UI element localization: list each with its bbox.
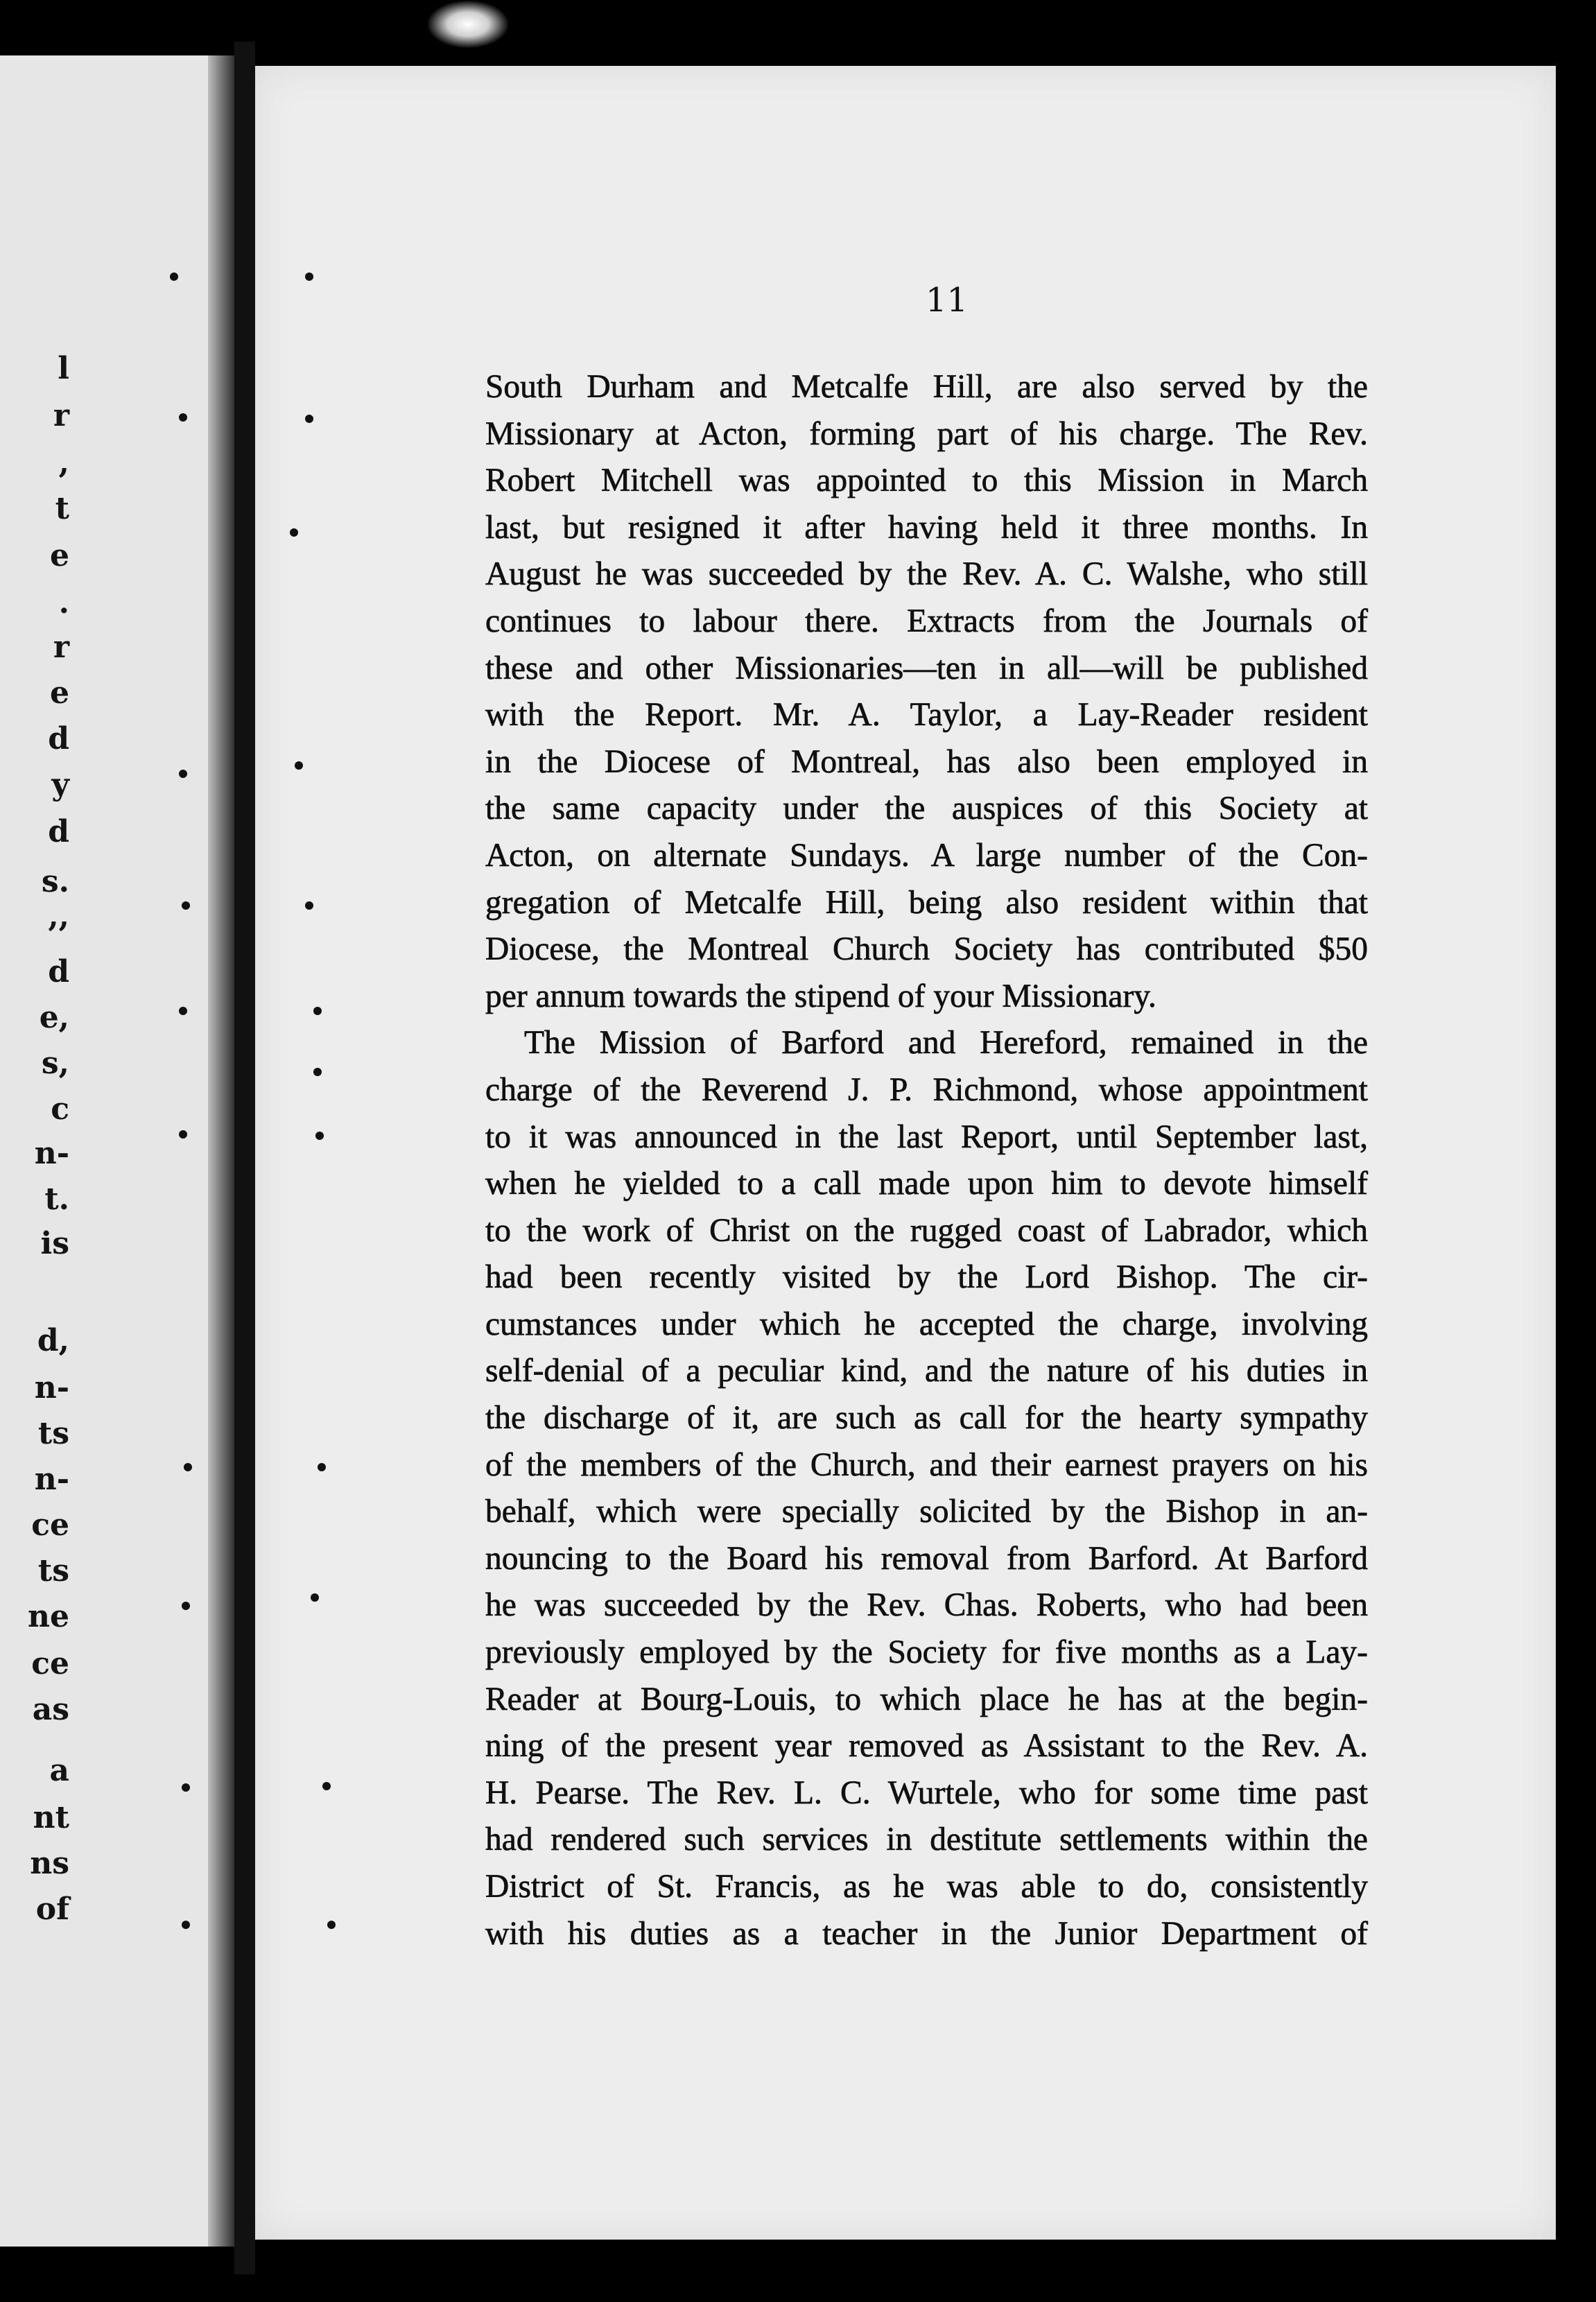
facing-page-fragment: c [51,1091,69,1127]
book-gutter [234,42,255,2274]
text-line: Missionary at Acton, forming part of his charge. The Rev. [485,415,1368,452]
page-number: 11 [926,281,969,320]
scan-speck [170,272,178,281]
text-line: continues to labour there. Extracts from the Journals of [485,603,1368,639]
facing-page-fragment: ,, [48,899,69,934]
text-line: the same capacity under the auspices of this Society at [485,790,1368,827]
text-line: H. Pearse. The Rev. L. C. Wurtele, who for some time past [485,1774,1368,1811]
text-line: District of St. Francis, as he was able to do, consistently [485,1869,1368,1905]
facing-page-fragment: n- [34,1370,69,1405]
scan-speck [305,272,313,281]
facing-page-fragment: ts [37,1416,69,1451]
scan-speck [179,1130,187,1139]
facing-page-fragment: . [58,585,69,621]
text-line: gregation of Metcalfe Hill, being also resident within that [485,884,1368,921]
scan-speck [295,761,303,770]
facing-page-fragment: ns [30,1846,69,1881]
text-line: August he was succeeded by the Rev. A. C. Walshe, who still [485,556,1368,593]
facing-page-fragment: of [35,1892,69,1927]
facing-page-fragment: r [53,630,69,665]
text-line: previously employed by the Society for five months as a Lay- [485,1634,1368,1671]
facing-page-fragment: a [49,1753,69,1788]
facing-page-fragment: y [51,767,69,802]
facing-page-fragment: r [53,398,69,433]
facing-page-fragment: d [48,721,69,756]
facing-page-fragment: n- [34,1462,69,1497]
text-line: per annum towards the stipend of your Missionary. [485,978,1156,1014]
facing-page-fragment: ce [31,1646,69,1681]
text-line: the discharge of it, are such as call for the hearty sympathy [485,1400,1368,1437]
text-line: nouncing to the Board his removal from Barford. At Barford [485,1540,1368,1577]
scan-speck [179,413,187,422]
scan-speck [313,1007,322,1015]
text-line: charge of the Reverend J. P. Richmond, whose appointment [485,1071,1368,1108]
text-line: Acton, on alternate Sundays. A large number of the Con- [485,837,1368,874]
scan-speck [311,1593,319,1602]
scan-speck [322,1782,331,1790]
scan-speck [182,901,190,910]
facing-page-fragment: d [48,814,69,849]
facing-page-fragment: ts [37,1553,69,1589]
facing-page-fragment: e [50,538,69,573]
scan-speck [179,770,187,778]
facing-page-fragment: n- [34,1136,69,1171]
text-line: cumstances under which he accepted the charge, involving [485,1306,1368,1342]
scan-speck [327,1921,336,1929]
facing-page-fragment: l [58,351,69,386]
text-line: of the members of the Church, and their earnest prayers on his [485,1446,1368,1483]
text-line: ning of the present year removed as Assistant to the Rev. A. [485,1728,1368,1765]
facing-page-fragment: d [48,954,69,989]
scan-speck [313,1068,322,1076]
text-line: to the work of Christ on the rugged coast of Labrador, which [485,1212,1368,1249]
scan-speck [305,901,313,910]
facing-page-fragment: s. [41,864,69,899]
scan-speck [318,1463,326,1471]
text-line: behalf, which were specially solicited by the Bishop in an- [485,1494,1368,1530]
text-line: with his duties as a teacher in the Junior Department of [485,1915,1368,1952]
text-line: had been recently visited by the Lord Bishop. The cir- [485,1259,1368,1296]
facing-page-fragment: as [32,1692,69,1727]
scan-speck [182,1921,190,1929]
facing-page-fragment: e, [39,1000,69,1035]
facing-page-fragment: t. [44,1182,69,1217]
body-text [485,364,1368,1957]
facing-page-fragment: ce [31,1507,69,1543]
scan-speck [184,1463,192,1471]
scan-speck [182,1602,190,1610]
text-line: when he yielded to a call made upon him to devote himself [485,1166,1368,1202]
text-line: he was succeeded by the Rev. Chas. Roberts, who had been [485,1587,1368,1624]
text-line: South Durham and Metcalfe Hill, are also served by the [485,369,1368,405]
scan-speck [290,528,298,537]
text-line: these and other Missionaries—ten in all—will be published [485,650,1368,686]
text-line: Robert Mitchell was appointed to this Mission in March [485,462,1368,499]
facing-page-shadow [208,55,236,2247]
facing-page-text-fragments [0,0,69,2302]
scan-speck [182,1783,190,1792]
text-line: with the Report. Mr. A. Taylor, a Lay-Reader resident [485,697,1368,734]
scan-speck [179,1007,187,1015]
scan-speck [315,1132,324,1140]
scan-artifact [426,0,510,49]
facing-page-fragment: is [40,1226,69,1261]
text-line: Reader at Bourg-Louis, to which place he has at the begin- [485,1681,1368,1717]
text-line: The Mission of Barford and Hereford, remained in the [524,1025,1368,1062]
facing-page-fragment: t [55,491,69,526]
text-line: had rendered such services in destitute settlements within the [485,1821,1368,1858]
facing-page-fragment: nt [33,1800,69,1835]
facing-page-fragment: d, [37,1323,69,1358]
text-line: self-denial of a peculiar kind, and the nature of his duties in [485,1353,1368,1390]
facing-page-fragment: s, [41,1046,69,1081]
text-line: last, but resigned it after having held it three months. In [485,509,1368,546]
facing-page-fragment: e [50,675,69,711]
facing-page-fragment: , [58,445,69,481]
text-line: to it was announced in the last Report, until September last, [485,1118,1368,1155]
scan-speck [305,415,313,423]
facing-page-fragment: ne [28,1599,69,1634]
text-line: Diocese, the Montreal Church Society has contributed $50 [485,931,1368,968]
text-line: in the Diocese of Montreal, has also been employed in [485,743,1368,780]
